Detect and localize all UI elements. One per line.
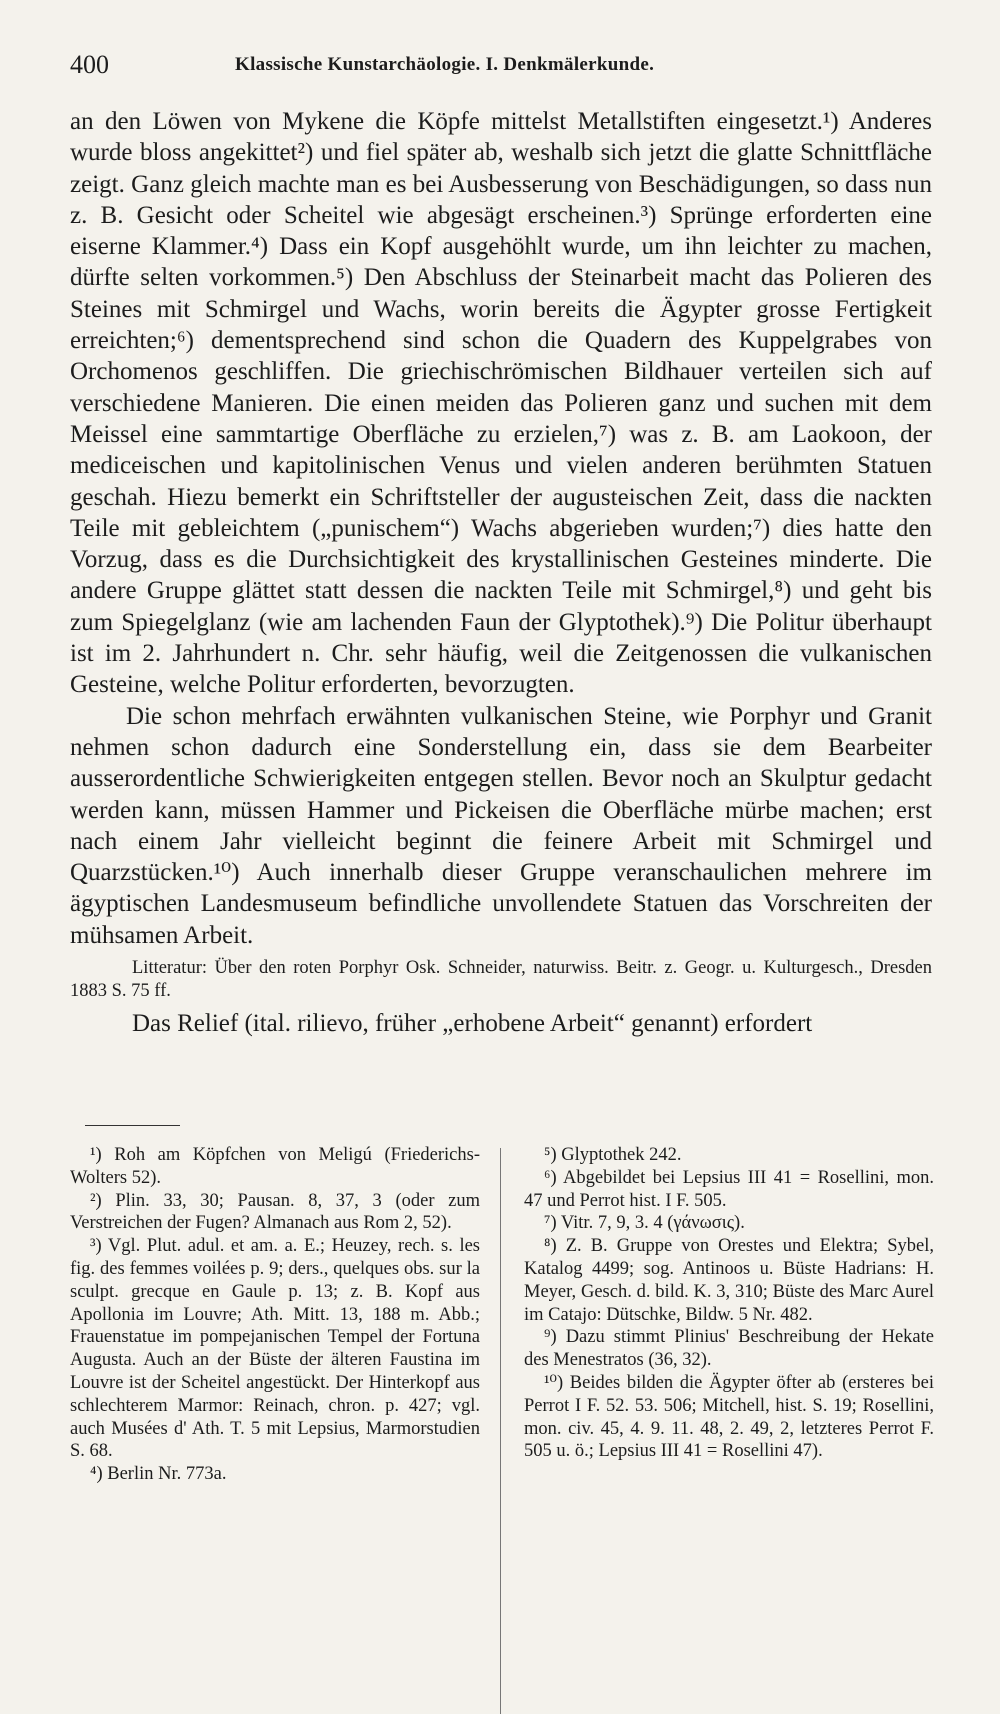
footnote-3: ³) Vgl. Plut. adul. et am. a. E.; Heuzey, rech. s. les fig. des femmes voilées p. 9; ders., quelques obs. sur la sculpt. grecque en Gaule p. 13; z. B. Kopf aus Apollonia im Louvre; Ath. Mitt. 13, 188 m. Abb.; Frauenstatue im pompejanischen Tempel der Fortuna Augusta. Auch an der Büste der älteren Faustina im Louvre ist der Scheitel angestückt. Der Hinterkopf aus schlechterem Marmor: Reinach, chron. p. 427; vgl. auch Musées d' Ath. T. 5 mit Lepsius, Marmorstudien S. 68. (70, 1236, 480, 1462)
body-paragraph-2: Die schon mehrfach erwähnten vulkanischen Steine, wie Porphyr und Granit nehmen schon dadurch eine Sonderstellung ein, dass sie dem Bearbeiter ausserordentliche Schwierigkeiten entgegen stellen. Bevor noch an Skulptur gedacht werden kann, müssen Hammer und Pickeisen die Oberfläche mürbe machen; erst nach einem Jahr vielleicht beginnt die feinere Arbeit mit Schmirgel und Quarzstücken.¹⁰) Auch innerhalb dieser Gruppe veranschaulichen mehrere im ägyptischen Landesmuseum befindliche unvollendete Statuen das Vorschreiten der mühsamen Arbeit. (70, 702, 932, 949)
body-paragraph-1: an den Löwen von Mykene die Köpfe mittelst Metallstiften eingesetzt.¹) Anderes wurde bloss angekittet²) und fiel später ab, weshalb sich jetzt die glatte Schnittfläche zeigt. Ganz gleich machte man es bei Ausbesserung von Beschädigungen, so dass nun z. B. Gesicht oder Scheitel wie abgesägt erscheinen.³) Sprünge erforderten eine eiserne Klammer.⁴) Dass ein Kopf ausgehöhlt wurde, um ihn leichter zu machen, dürfte selten vorkommen.⁵) Den Abschluss der Steinarbeit macht das Polieren des Steines mit Schmirgel und Wachs, worin bereits die Ägypter grosse Fertigkeit erreichten;⁶) dementsprechend sind schon die Quadern des Kuppelgrabes von Orchomenos geschliffen. Die griechischrömischen Bildhauer verteilen sich auf verschiedene Manieren. Die einen meiden das Polieren ganz und suchen mit dem Meissel eine sammtartige Oberfläche zu erzielen,⁷) was z. B. am Laokoon, der mediceischen und kapitolinischen Venus und vielen anderen berühmten Statuen geschah. Hiezu bemerkt ein Schriftsteller der augusteischen Zeit, dass die nackten Teile mit gebleichtem („punischem“) Wachs abgerieben wurden;⁷) dies hatte den Vorzug, dass es die Durchsichtigkeit des krystallinischen Gesteines minderte. Die andere Gruppe glättet statt dessen die nackten Teile mit Schmirgel,⁸) und geht bis zum Spiegelglanz (wie am lachenden Faun der Glyptothek).⁹) Die Politur überhaupt ist im 2. Jahrhundert n. Chr. sehr häufig, weil die Zeitgenossen die vulkanischen Gesteine, welche Politur erforderten, bevorzugten. (70, 108, 932, 699)
footnotes-left-column (70, 1144, 480, 1486)
footnote-column-divider (500, 1148, 501, 1714)
literature-note: Litteratur: Über den roten Porphyr Osk. Schneider, naturwiss. Beitr. z. Geogr. u. Kulturgesch., Dresden 1883 S. 75 ff. (70, 958, 932, 1002)
footnote-4: ⁴) Berlin Nr. 773a. (90, 1464, 227, 1485)
main-text (70, 106, 932, 1039)
footnote-10: ¹⁰) Beides bilden die Ägypter öfter ab (ersteres bei Perrot I F. 52. 53. 506; Mitchell, hist. S. 19; Rosellini, mon. civ. 45, 4. 9. 11. 48, 2. 49, 2, letzteres Perrot F. 505 u. ö.; Lepsius III 41 = Rosellini 47). (524, 1372, 934, 1462)
footnote-9: ⁹) Dazu stimmt Plinius' Beschreibung der Hekate des Menestratos (36, 32). (524, 1327, 934, 1371)
footnotes-right-column (524, 1144, 934, 1463)
footnote-8: ⁸) Z. B. Gruppe von Orestes und Elektra; Sybel, Katalog 4499; sog. Antinoos u. Büste Hadrians: H. Meyer, Gesch. d. bild. K. 3, 310; Büste des Marc Aurel im Catajo: Dütschke, Bildw. 5 Nr. 482. (524, 1236, 934, 1325)
footnote-1: ¹) Roh am Köpfchen von Meligú (Friederichs-Wolters 52). (70, 1145, 480, 1188)
footnote-5: ⁵) Glyptothek 242. (544, 1145, 682, 1165)
page-number: 400 (70, 50, 109, 79)
running-title: Klassische Kunstarchäologie. I. Denkmälerkunde. (235, 54, 655, 75)
footnote-rule (85, 1125, 180, 1126)
footnote-2: ²) Plin. 33, 30; Pausan. 8, 37, 3 (oder zum Verstreichen der Fugen? Almanach aus Rom 2, 52). (70, 1190, 480, 1234)
footnote-7: ⁷) Vitr. 7, 9, 3. 4 (γάνωσις). (544, 1213, 745, 1234)
page-header (70, 50, 930, 90)
relief-paragraph-start: Das Relief (ital. rilievo, früher „erhobene Arbeit“ genannt) erfordert (132, 1010, 813, 1038)
footnote-6: ⁶) Abgebildet bei Lepsius III 41 = Rosellini, mon. 47 und Perrot hist. I F. 505. (524, 1167, 934, 1211)
